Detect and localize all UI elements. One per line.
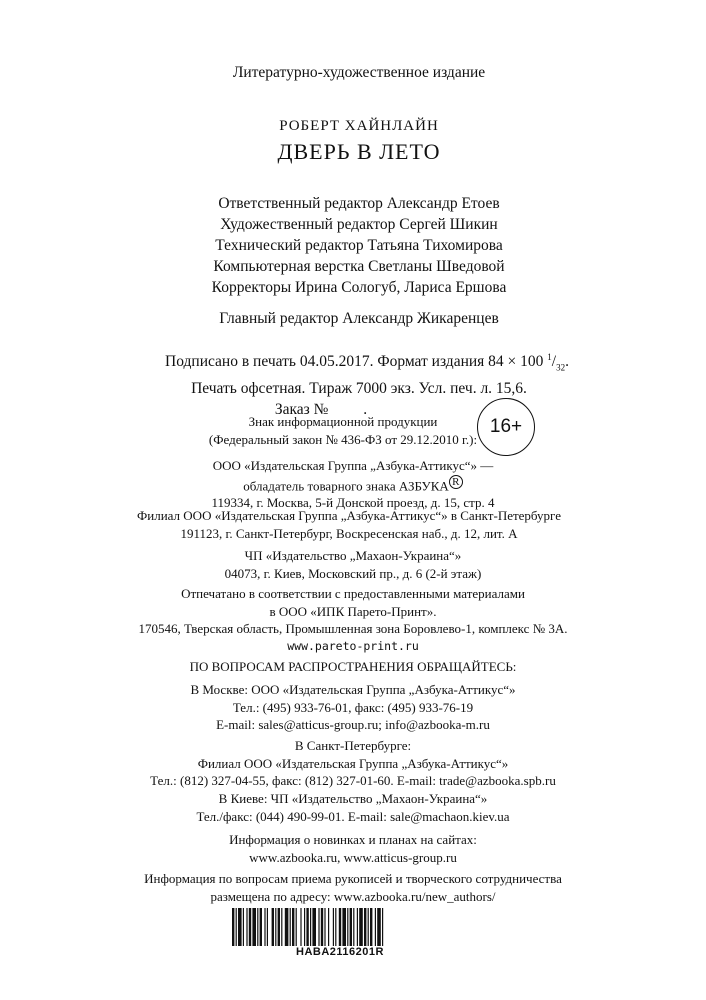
barcode-bar (324, 908, 325, 946)
barcode-bar (357, 908, 358, 946)
barcode-bar (252, 908, 256, 946)
barcode-number: HABA2116201R (296, 946, 384, 958)
moscow-line3: E-mail: sales@atticus-group.ru; info@azbooka-m.ru (216, 717, 490, 732)
barcode-bar (364, 908, 366, 946)
credits-block (0, 193, 706, 298)
barcode-bar (347, 908, 348, 946)
barcode-bar (304, 908, 305, 946)
print-info-block (0, 347, 706, 420)
branch-kiev-block (0, 547, 706, 582)
barcode-bar (249, 908, 251, 946)
spb-line1: В Санкт-Петербурге: (294, 738, 412, 753)
chief-editor: Главный редактор Александр Жикаренцев (219, 310, 499, 327)
barcode-bar (328, 908, 329, 946)
barcode-bar (238, 908, 242, 946)
distribution-heading: ПО ВОПРОСАМ РАСПРОСТРАНЕНИЯ ОБРАЩАЙТЕСЬ: (189, 659, 517, 674)
manuscripts-block (0, 870, 706, 905)
distribution-spb (0, 737, 706, 790)
barcode-bar (335, 908, 336, 946)
barcode-bar (359, 908, 363, 946)
barcode-bar (236, 908, 237, 946)
barcode-bar (342, 908, 346, 946)
print-info-line1: Подписано в печать 04.05.2017. Формат издания 84 × 100 $^1/_{32}$. (165, 352, 569, 373)
printed-line1: Отпечатано в соответствии с предоставленными материалами (181, 586, 525, 601)
barcode-bar (377, 908, 381, 946)
barcode-bar (281, 908, 282, 946)
spb-line2: Филиал ООО «Издательская Группа „Азбука-Аттикус“» (197, 755, 509, 771)
distribution-kiev (0, 790, 706, 825)
credit-line: Художественный редактор Сергей Шикин (220, 216, 498, 233)
news-block (0, 831, 706, 866)
barcode-bar (375, 908, 376, 946)
news-line2: www.azbooka.ru, www.atticus-group.ru (249, 849, 457, 865)
barcode-bar (370, 908, 372, 946)
publisher-line3: 119334, г. Москва, 5-й Донской проезд, д. 15, стр. 4 (211, 495, 495, 511)
publisher-block (0, 457, 706, 512)
barcode-bar (306, 908, 308, 946)
publisher-line2: обладатель товарного знака АЗБУКА R (0, 475, 706, 495)
moscow-line2: Тел.: (495) 933-76-01, факс: (495) 933-76-19 (232, 699, 474, 715)
kiev-line2: Тел./факс: (044) 490-99-01. E-mail: sale@machaon.kiev.ua (196, 808, 510, 824)
barcode-bar (310, 908, 311, 946)
distribution-moscow (0, 681, 706, 734)
barcode-bar (285, 908, 289, 946)
branch-spb-line2: 191123, г. Санкт-Петербург, Воскресенская наб., д. 12, лит. А (180, 525, 518, 541)
barcode-bar (296, 908, 297, 946)
credit-line: Ответственный редактор Александр Етоев (218, 195, 500, 212)
barcode-bar (246, 908, 247, 946)
barcode-bar (292, 908, 294, 946)
manuscripts-line1: Информация по вопросам приема рукописей и творческого сотрудничества (144, 871, 562, 886)
printed-line3: 170546, Тверская область, Промышленная зона Боровлево-1, комплекс № 3А. (138, 621, 568, 636)
kiev-line1: В Киеве: ЧП «Издательство „Махаон-Украина“» (218, 791, 488, 806)
news-line1: Информация о новинках и планах на сайтах: (229, 832, 477, 847)
barcode-bar (267, 908, 268, 946)
barcode-bar (243, 908, 244, 946)
barcode-bar (333, 908, 334, 946)
branch-spb-block (0, 507, 702, 542)
age-rating-badge: 16+ (477, 398, 535, 456)
barcode (232, 908, 448, 946)
printed-line2: в ООО «ИПК Парето-Принт». (269, 603, 437, 619)
barcode-bar (382, 908, 383, 946)
barcode-bar (318, 908, 319, 946)
barcode-bar (260, 908, 262, 946)
printed-url: www.pareto-print.ru (287, 638, 419, 653)
barcode-bar (321, 908, 323, 946)
barcode-bar (275, 908, 276, 946)
barcode-bar (257, 908, 258, 946)
info-sign-text (0, 413, 696, 449)
barcode-bar (232, 908, 234, 946)
spb-line3: Тел.: (812) 327-04-55, факс: (812) 327-01-60. E-mail: trade@azbooka.spb.ru (150, 773, 556, 788)
edition-type: Литературно-художественное издание (232, 64, 486, 81)
barcode-bar (278, 908, 280, 946)
print-info-line3: Заказ № . (274, 401, 368, 419)
barcode-bar (264, 908, 265, 946)
barcode-bar (339, 908, 341, 946)
barcode-bar (300, 908, 301, 946)
book-title: ДВЕРЬ В ЛЕТО (277, 139, 441, 164)
barcode-bar (272, 908, 274, 946)
barcode-bar (353, 908, 354, 946)
branch-kiev-line2: 04073, г. Киев, Московский пр., д. 6 (2-й этаж) (224, 565, 482, 581)
info-sign-line2: (Федеральный закон № 436-ФЗ от 29.12.2010 г.): (208, 432, 478, 447)
registered-mark: R (449, 475, 463, 489)
barcode-bar (290, 908, 291, 946)
print-info-line2: Печать офсетная. Тираж 7000 экз. Усл. печ. л. 15,6. (191, 380, 527, 398)
printed-block (0, 585, 706, 655)
manuscripts-line2: размещена по адресу: www.azbooka.ru/new_authors/ (210, 888, 496, 904)
credit-line: Технический редактор Татьяна Тихомирова (215, 237, 503, 254)
branch-spb-line1: Филиал ООО «Издательская Группа „Азбука-Аттикус“» в Санкт-Петербурге (137, 508, 561, 523)
barcode-bar (312, 908, 316, 946)
publisher-line1: ООО «Издательская Группа „Азбука-Аттикус“» — (212, 458, 494, 473)
branch-kiev-line1: ЧП «Издательство „Махаон-Украина“» (244, 548, 462, 563)
credit-line: Компьютерная верстка Светланы Шведовой (213, 258, 505, 275)
barcode-bar (350, 908, 352, 946)
book-author: РОБЕРТ ХАЙНЛАЙН (279, 118, 439, 134)
barcode-bar (368, 908, 369, 946)
moscow-line1: В Москве: ООО «Издательская Группа „Азбука-Аттикус“» (190, 682, 516, 697)
info-sign-line1: Знак информационной продукции (248, 414, 438, 429)
credit-line: Корректоры Ирина Сологуб, Лариса Ершова (211, 279, 507, 296)
